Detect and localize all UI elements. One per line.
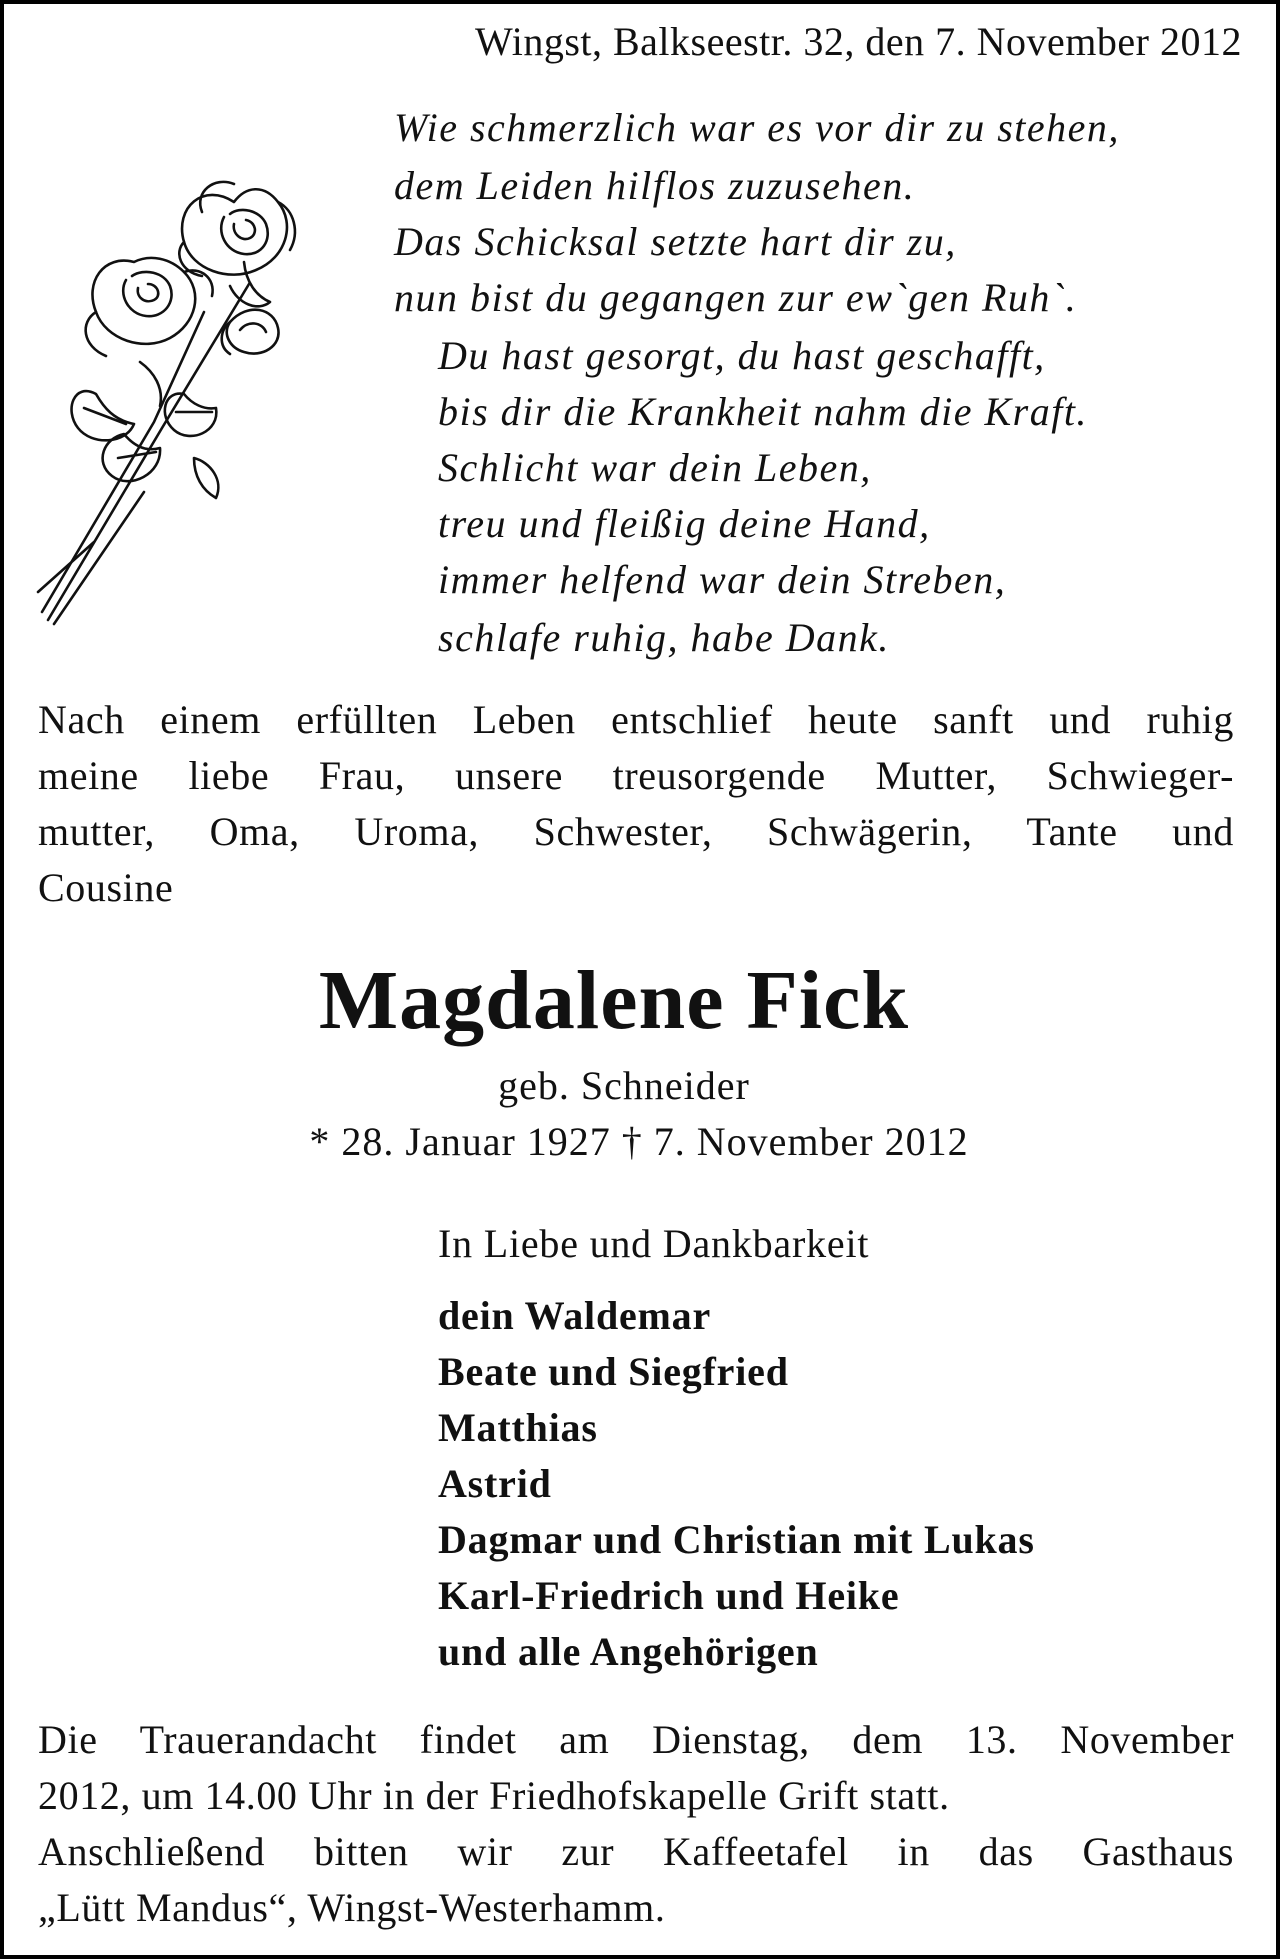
poem-line: immer helfend war dein Streben, [438, 557, 1007, 602]
intro-line: mutter, Oma, Uroma, Schwester, Schwägerin, Tante und [38, 809, 1234, 854]
intro-line: meine liebe Frau, unsere treusorgende Mutter, Schwieger- [38, 753, 1234, 798]
upper-rose-icon [179, 182, 295, 306]
mourner-name: Dagmar und Christian mit Lukas [438, 1517, 1035, 1562]
intro-line: Nach einem erfüllten Leben entschlief heute sanft und ruhig [38, 697, 1234, 742]
service-line: „Lütt Mandus“, Wingst-Westerhamm. [38, 1885, 666, 1930]
poem-line: nun bist du gegangen zur ew`gen Ruh`. [394, 275, 1078, 320]
place-and-date: Wingst, Balkseestr. 32, den 7. November 2012 [475, 19, 1242, 64]
service-line: 2012, um 14.00 Uhr in der Friedhofskapelle Grift statt. [38, 1773, 950, 1818]
leaves-icon [72, 362, 219, 498]
mourner-name: dein Waldemar [438, 1293, 712, 1338]
service-line: Die Trauerandacht findet am Dienstag, dem 13. November [38, 1717, 1234, 1762]
mourner-name: Karl-Friedrich und Heike [438, 1573, 900, 1618]
mourner-name: Beate und Siegfried [438, 1349, 789, 1394]
poem-line: Schlicht war dein Leben, [438, 445, 872, 490]
maiden-name: geb. Schneider [498, 1063, 750, 1108]
life-dates: * 28. Januar 1927 † 7. November 2012 [309, 1119, 969, 1164]
mourners-greeting: In Liebe und Dankbarkeit [438, 1221, 870, 1266]
poem-line: Wie schmerzlich war es vor dir zu stehen, [394, 105, 1120, 150]
mourners-list [438, 1288, 1035, 1680]
service-line: Anschließend bitten wir zur Kaffeetafel in das Gasthaus [38, 1829, 1234, 1874]
poem-line: treu und fleißig deine Hand, [438, 501, 931, 546]
mourner-name: und alle Angehörigen [438, 1629, 819, 1674]
roses-illustration-icon [34, 162, 344, 632]
mourner-name: Matthias [438, 1405, 598, 1450]
mourner-name: Astrid [438, 1461, 552, 1506]
intro-paragraph [38, 692, 1234, 916]
poem-line: Das Schicksal setzte hart dir zu, [394, 219, 957, 264]
intro-line: Cousine [38, 865, 174, 910]
poem-line: bis dir die Krankheit nahm die Kraft. [438, 389, 1088, 434]
poem-line: schlafe ruhig, habe Dank. [438, 615, 890, 660]
poem-line: dem Leiden hilflos zuzusehen. [394, 163, 916, 208]
service-paragraph [38, 1712, 1234, 1936]
poem-line: Du hast gesorgt, du hast geschafft, [438, 333, 1046, 378]
deceased-name: Magdalene Fick [318, 954, 910, 1047]
